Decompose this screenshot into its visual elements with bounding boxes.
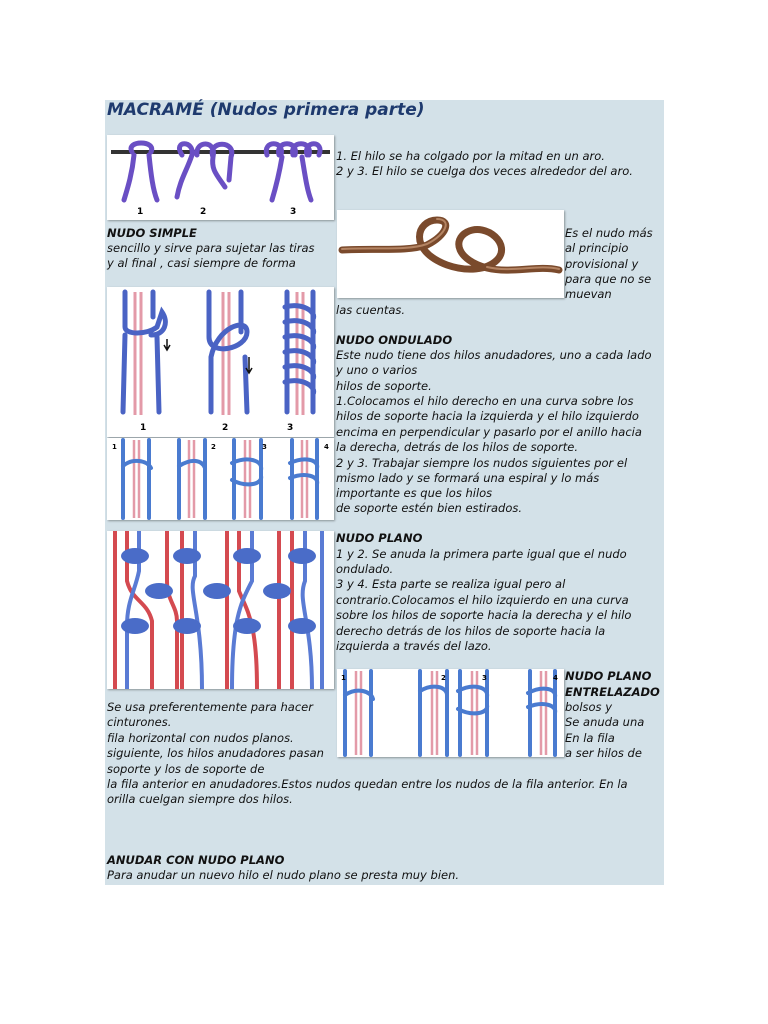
figure1-label-3: 3 <box>290 207 297 217</box>
nudo-plano-line-7: izquierda a través del lazo. <box>336 639 492 653</box>
entrelazado-right-4: a ser hilos de <box>565 746 642 760</box>
nudo-simple-tail: las cuentas. <box>336 303 406 317</box>
figure5-label-3: 3 <box>482 674 487 682</box>
figure3-label-3: 3 <box>262 443 267 451</box>
figure2-label-2: 2 <box>222 423 229 433</box>
nudo-simple-right-1: Es el nudo más <box>565 226 653 240</box>
figure1-label-1: 1 <box>137 207 144 217</box>
nudo-simple-heading: NUDO SIMPLE <box>107 226 197 240</box>
nudo-ondulado-line-9: mismo lado y se formará una espiral y lo más <box>336 471 600 485</box>
entrelazado-right-3: En la fila <box>565 731 615 745</box>
intro-line-1: 1. El hilo se ha colgado por la mitad en un aro. <box>336 149 605 163</box>
nudo-ondulado-line-11: de soporte estén bien estirados. <box>336 501 522 515</box>
nudo-plano-line-3: 3 y 4. Esta parte se realiza igual pero al <box>336 577 566 591</box>
nudo-plano-heading: NUDO PLANO <box>336 531 423 545</box>
nudo-ondulado-line-6: encima en perpendicular y pasarlo por el anillo hacia <box>336 425 642 439</box>
nudo-ondulado-line-7: la derecha, detrás de los hilos de soporte. <box>336 440 578 454</box>
figure-flat-knot-steps <box>107 438 334 520</box>
figure2-label-1: 1 <box>140 423 147 433</box>
nudo-simple-left-1: sencillo y sirve para sujetar las tiras <box>107 241 315 255</box>
nudo-ondulado-line-10: importante es que los hilos <box>336 486 493 500</box>
nudo-simple-right-5: muevan <box>565 287 612 301</box>
figure-flat-knot-entrelazado-steps <box>337 669 564 757</box>
figure2-label-3: 3 <box>287 423 294 433</box>
nudo-plano-line-4: contrario.Colocamos el hilo izquierdo en una curva <box>336 593 629 607</box>
figure-simple-knot <box>337 210 564 298</box>
figure3-label-2: 2 <box>211 443 216 451</box>
nudo-simple-left-2: y al final , casi siempre de forma <box>107 256 296 270</box>
figure5-label-1: 1 <box>341 674 346 682</box>
entrelazado-right-1: bolsos y <box>565 700 613 714</box>
page-title: MACRAMÉ (Nudos primera parte) <box>107 100 425 120</box>
entrelazado-left-4: siguiente, los hilos anudadores pasan <box>107 746 324 760</box>
nudo-ondulado-line-5: hilos de soporte hacia la izquierda y el hilo izquierdo <box>336 409 639 423</box>
nudo-simple-right-2: al principio <box>565 241 629 255</box>
nudo-ondulado-line-1: Este nudo tiene dos hilos anudadores, uno a cada lado <box>336 348 652 362</box>
nudo-ondulado-heading: NUDO ONDULADO <box>336 333 453 347</box>
figure3-label-4: 4 <box>324 443 329 451</box>
nudo-plano-line-1: 1 y 2. Se anuda la primera parte igual que el nudo <box>336 547 627 561</box>
nudo-simple-right-3: provisional y <box>565 257 639 271</box>
nudo-ondulado-line-3: hilos de soporte. <box>336 379 432 393</box>
entrelazado-heading-1: NUDO PLANO <box>565 669 652 683</box>
figure-larks-head <box>107 135 334 220</box>
entrelazado-left-1: Se usa preferentemente para hacer <box>107 700 313 714</box>
nudo-simple-right-4: para que no se <box>565 272 652 286</box>
figure-spiral-knot <box>107 287 334 437</box>
anudar-line: Para anudar un nuevo hilo el nudo plano se presta muy bien. <box>107 868 460 882</box>
entrelazado-full-1: la fila anterior en anudadores.Estos nudos quedan entre los nudos de la fila anterior. En la <box>107 777 628 791</box>
entrelazado-left-3: fila horizontal con nudos planos. <box>107 731 294 745</box>
figure1-label-2: 2 <box>200 207 207 217</box>
nudo-ondulado-line-8: 2 y 3. Trabajar siempre los nudos siguientes por el <box>336 456 628 470</box>
figure5-label-4: 4 <box>553 674 558 682</box>
entrelazado-left-5: soporte y los de soporte de <box>107 762 265 776</box>
nudo-ondulado-line-4: 1.Colocamos el hilo derecho en una curva sobre los <box>336 394 634 408</box>
entrelazado-left-2: cinturones. <box>107 715 172 729</box>
nudo-ondulado-line-2: y uno o varios <box>336 363 418 377</box>
entrelazado-right-2: Se anuda una <box>565 715 645 729</box>
figure3-label-1: 1 <box>112 443 117 451</box>
anudar-heading: ANUDAR CON NUDO PLANO <box>107 853 285 867</box>
nudo-plano-line-6: derecho detrás de los hilos de soporte hacia la <box>336 624 606 638</box>
entrelazado-heading-2: ENTRELAZADO <box>565 685 660 699</box>
figure5-label-2: 2 <box>441 674 446 682</box>
intro-line-2: 2 y 3. El hilo se cuelga dos veces alrededor del aro. <box>336 164 633 178</box>
entrelazado-full-2: orilla cuelgan siempre dos hilos. <box>107 792 293 806</box>
figure-alternating-flat-knots <box>107 531 334 689</box>
nudo-plano-line-5: sobre los hilos de soporte hacia la derecha y el hilo <box>336 608 632 622</box>
nudo-plano-line-2: ondulado. <box>336 562 394 576</box>
